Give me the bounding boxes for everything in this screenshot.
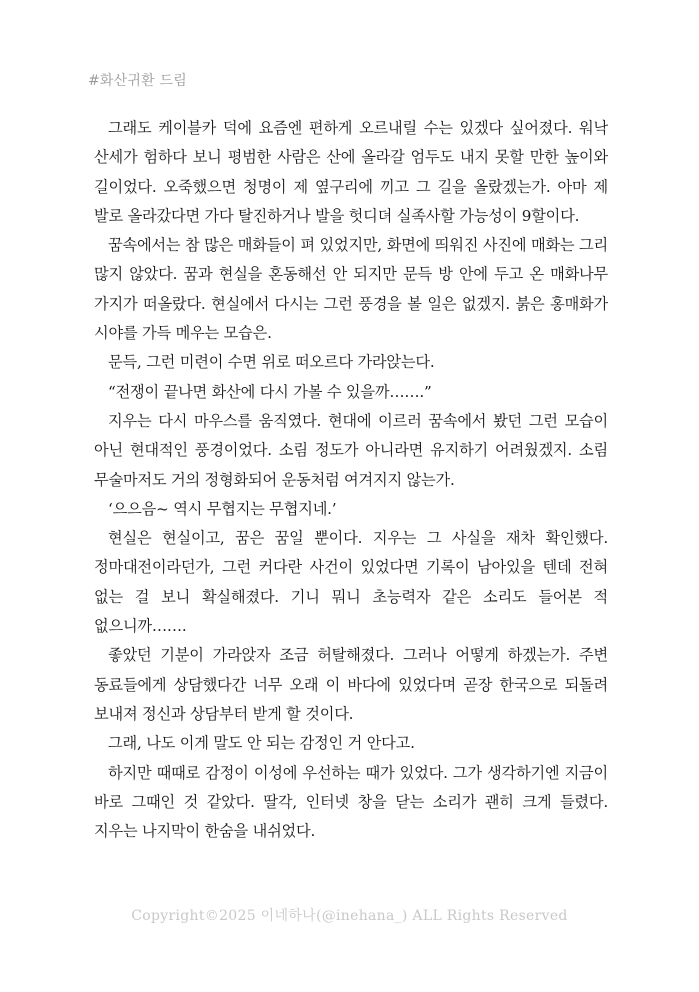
paragraph: 꿈속에서는 참 많은 매화들이 펴 있었지만, 화면에 띄워진 사진에 매화는 그리 많지 않았다. 꿈과 현실을 혼동해선 안 되지만 문득 방 안에 두고 온 매화나무 가지가 떠올랐다. 현실에서 다시는 그런 풍경을 볼 일은 없겠지. 붉은 홍매화가 시야를 가득 메우는 모습은. <box>94 236 608 343</box>
paragraph: 지우는 다시 마우스를 움직였다. 현대에 이르러 꿈속에서 봤던 그런 모습이 아닌 현대적인 풍경이었다. 소림 정도가 아니라면 유지하기 어려웠겠지. 소림 무술마저도 거의 정형화되어 운동처럼 여겨지지 않는가. <box>94 411 608 489</box>
paragraph: “전쟁이 끝나면 화산에 다시 가볼 수 있을까…….” <box>108 382 432 401</box>
header-tag: #화산귀환 드림 <box>88 73 187 89</box>
paragraph: 그래도 케이블카 덕에 요즘엔 편하게 오르내릴 수는 있겠다 싶어졌다. 워낙 산세가 험하다 보니 평범한 사람은 산에 올라갈 엄두도 내지 못할 만한 높이와 길이었다. 오죽했으면 청명이 제 옆구리에 끼고 그 길을 올랐겠는가. 아마 제 발로 올라갔다면 가다 탈진하거나 발을 헛디뎌 실족사할 가능성이 9할이다. <box>94 119 608 225</box>
paragraph: 하지만 때때로 감정이 이성에 우선하는 때가 있었다. 그가 생각하기엔 지금이 바로 그때인 것 같았다. 딸각, 인터넷 창을 닫는 소리가 괜히 크게 들렸다. 지우는 나지막이 한숨을 내쉬었다. <box>94 763 608 841</box>
paragraph: ‘으으음~ 역시 무협지는 무협지네.’ <box>108 499 337 518</box>
paragraph: 좋았던 기분이 가라앉자 조금 허탈해졌다. 그러나 어떻게 하겠는가. 주변 동료들에게 상담했다간 너무 오래 이 바다에 있었다며 곧장 한국으로 되돌려 보내져 정신과 상담부터 받게 할 것이다. <box>94 646 608 723</box>
paragraph: 현실은 현실이고, 꿈은 꿈일 뿐이다. 지우는 그 사실을 재차 확인했다. 정마대전이라던가, 그런 커다란 사건이 있었다면 기록이 남아있을 텐데 전혀 없는 걸 보니 확실해졌다. 기니 뭐니 초능력자 같은 소리도 들어본 적 없으니까……. <box>94 529 608 636</box>
paragraph: 그래, 나도 이게 말도 안 되는 감정인 거 안다고. <box>108 734 415 753</box>
paragraph: 문득, 그런 미련이 수면 위로 떠오르다 가라앉는다. <box>108 353 435 372</box>
copyright-footer: Copyright©2025 이네하나(@inehana_) ALL Rights Reserved <box>131 908 568 924</box>
body-text <box>94 114 608 846</box>
